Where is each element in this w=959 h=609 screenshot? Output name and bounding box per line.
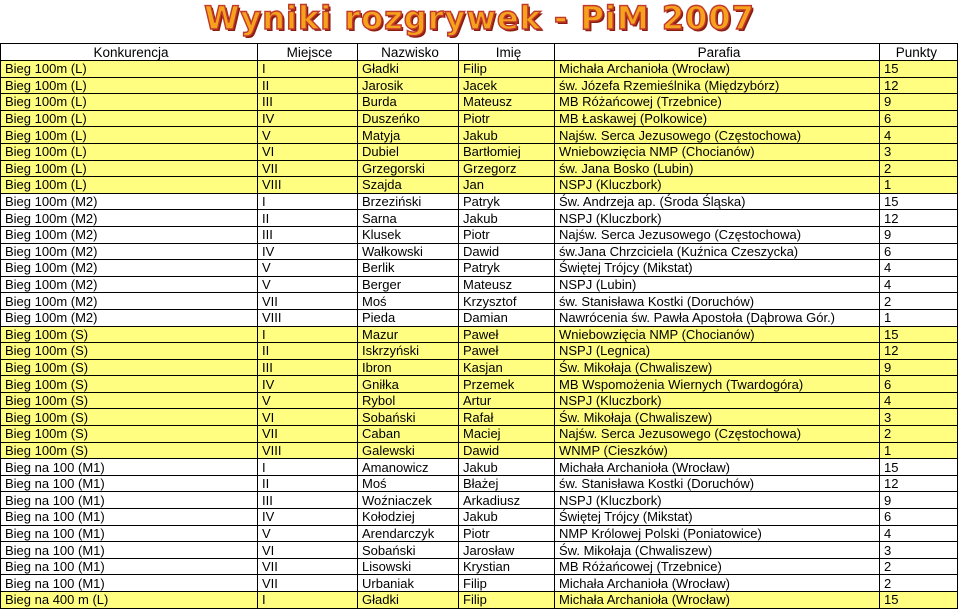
table-row <box>1 459 958 476</box>
cell-punkty: 2 <box>880 293 958 310</box>
cell-punkty: 15 <box>880 459 958 476</box>
cell-miejsce: IV <box>258 110 358 127</box>
cell-konkurencja: Bieg 100m (L) <box>1 77 258 94</box>
table-row <box>1 276 958 293</box>
cell-konkurencja: Bieg 100m (L) <box>1 143 258 160</box>
cell-parafia: Świętej Trójcy (Mikstat) <box>555 509 880 526</box>
cell-konkurencja: Bieg na 100 (M1) <box>1 475 258 492</box>
cell-parafia: Św. Mikołaja (Chwaliszew) <box>555 542 880 559</box>
cell-konkurencja: Bieg 100m (L) <box>1 160 258 177</box>
cell-imie: Krzysztof <box>459 293 555 310</box>
cell-miejsce: III <box>258 226 358 243</box>
cell-parafia: Michała Archanioła (Wrocław) <box>555 592 880 609</box>
cell-miejsce: VIII <box>258 309 358 326</box>
column-header-imie: Imię <box>459 44 555 61</box>
results-table <box>0 43 958 609</box>
cell-nazwisko: Duszeńko <box>358 110 459 127</box>
cell-imie: Piotr <box>459 110 555 127</box>
cell-imie: Damian <box>459 309 555 326</box>
cell-parafia: Św. Andrzeja ap. (Środa Śląska) <box>555 193 880 210</box>
cell-konkurencja: Bieg na 100 (M1) <box>1 575 258 592</box>
cell-nazwisko: Szajda <box>358 177 459 194</box>
cell-nazwisko: Mazur <box>358 326 459 343</box>
cell-miejsce: VII <box>258 293 358 310</box>
cell-imie: Mateusz <box>459 94 555 111</box>
cell-parafia: NMP Królowej Polski (Poniatowice) <box>555 525 880 542</box>
cell-konkurencja: Bieg 100m (S) <box>1 409 258 426</box>
cell-miejsce: V <box>258 392 358 409</box>
cell-imie: Przemek <box>459 376 555 393</box>
table-row <box>1 343 958 360</box>
table-row <box>1 127 958 144</box>
cell-imie: Jarosław <box>459 542 555 559</box>
table-row <box>1 110 958 127</box>
cell-parafia: Nawrócenia św. Pawła Apostoła (Dąbrowa Gór.) <box>555 309 880 326</box>
cell-miejsce: V <box>258 525 358 542</box>
cell-imie: Dawid <box>459 243 555 260</box>
cell-punkty: 4 <box>880 276 958 293</box>
cell-nazwisko: Berger <box>358 276 459 293</box>
cell-miejsce: I <box>258 326 358 343</box>
cell-parafia: św. Stanisława Kostki (Doruchów) <box>555 475 880 492</box>
cell-miejsce: III <box>258 492 358 509</box>
cell-nazwisko: Lisowski <box>358 558 459 575</box>
cell-punkty: 1 <box>880 442 958 459</box>
cell-punkty: 6 <box>880 376 958 393</box>
cell-punkty: 4 <box>880 127 958 144</box>
cell-parafia: św. Józefa Rzemieślnika (Międzybórz) <box>555 77 880 94</box>
cell-nazwisko: Moś <box>358 293 459 310</box>
cell-nazwisko: Wałkowski <box>358 243 459 260</box>
cell-nazwisko: Sobański <box>358 409 459 426</box>
cell-parafia: WNMP (Cieszków) <box>555 442 880 459</box>
cell-konkurencja: Bieg 100m (L) <box>1 61 258 78</box>
cell-nazwisko: Pieda <box>358 309 459 326</box>
cell-imie: Jakub <box>459 210 555 227</box>
cell-miejsce: III <box>258 94 358 111</box>
cell-punkty: 6 <box>880 509 958 526</box>
cell-imie: Paweł <box>459 343 555 360</box>
table-row <box>1 558 958 575</box>
cell-punkty: 4 <box>880 392 958 409</box>
cell-konkurencja: Bieg 100m (M2) <box>1 260 258 277</box>
cell-imie: Filip <box>459 592 555 609</box>
cell-imie: Artur <box>459 392 555 409</box>
table-row <box>1 525 958 542</box>
table-row <box>1 409 958 426</box>
table-row <box>1 542 958 559</box>
cell-punkty: 3 <box>880 542 958 559</box>
cell-nazwisko: Gładki <box>358 592 459 609</box>
table-row <box>1 94 958 111</box>
cell-imie: Piotr <box>459 525 555 542</box>
cell-miejsce: V <box>258 260 358 277</box>
cell-miejsce: VI <box>258 143 358 160</box>
cell-parafia: NSPJ (Kluczbork) <box>555 392 880 409</box>
table-row <box>1 61 958 78</box>
table-row <box>1 575 958 592</box>
cell-konkurencja: Bieg 100m (L) <box>1 110 258 127</box>
cell-nazwisko: Sobański <box>358 542 459 559</box>
cell-parafia: NSPJ (Kluczbork) <box>555 210 880 227</box>
cell-miejsce: VIII <box>258 177 358 194</box>
cell-imie: Jakub <box>459 127 555 144</box>
cell-konkurencja: Bieg 100m (M2) <box>1 309 258 326</box>
cell-punkty: 2 <box>880 426 958 443</box>
cell-parafia: św.Jana Chrzciciela (Kuźnica Czeszycka) <box>555 243 880 260</box>
cell-konkurencja: Bieg 100m (M2) <box>1 243 258 260</box>
column-header-parafia: Parafia <box>555 44 880 61</box>
cell-imie: Maciej <box>459 426 555 443</box>
cell-punkty: 4 <box>880 260 958 277</box>
table-row <box>1 326 958 343</box>
cell-imie: Mateusz <box>459 276 555 293</box>
cell-nazwisko: Galewski <box>358 442 459 459</box>
cell-miejsce: VI <box>258 542 358 559</box>
cell-nazwisko: Rybol <box>358 392 459 409</box>
title-banner <box>0 0 959 42</box>
cell-konkurencja: Bieg na 100 (M1) <box>1 492 258 509</box>
cell-imie: Kasjan <box>459 359 555 376</box>
table-row <box>1 160 958 177</box>
page-title: Wyniki rozgrywek - PiM 2007 <box>204 0 755 37</box>
cell-punkty: 2 <box>880 558 958 575</box>
table-row <box>1 376 958 393</box>
cell-nazwisko: Ibron <box>358 359 459 376</box>
cell-miejsce: VII <box>258 558 358 575</box>
cell-konkurencja: Bieg na 100 (M1) <box>1 525 258 542</box>
cell-miejsce: III <box>258 359 358 376</box>
cell-parafia: Wniebowzięcia NMP (Chocianów) <box>555 326 880 343</box>
cell-parafia: Św. Mikołaja (Chwaliszew) <box>555 409 880 426</box>
table-row <box>1 177 958 194</box>
cell-konkurencja: Bieg 100m (M2) <box>1 293 258 310</box>
cell-punkty: 12 <box>880 210 958 227</box>
cell-konkurencja: Bieg na 400 m (L) <box>1 592 258 609</box>
cell-parafia: Michała Archanioła (Wrocław) <box>555 459 880 476</box>
table-row <box>1 442 958 459</box>
cell-parafia: MB Różańcowej (Trzebnice) <box>555 558 880 575</box>
column-header-punkty: Punkty <box>880 44 958 61</box>
cell-miejsce: II <box>258 343 358 360</box>
cell-konkurencja: Bieg 100m (S) <box>1 343 258 360</box>
cell-konkurencja: Bieg 100m (L) <box>1 127 258 144</box>
cell-imie: Grzegorz <box>459 160 555 177</box>
cell-imie: Jan <box>459 177 555 194</box>
table-row <box>1 226 958 243</box>
column-header-miejsce: Miejsce <box>258 44 358 61</box>
table-row <box>1 77 958 94</box>
cell-nazwisko: Kołodziej <box>358 509 459 526</box>
cell-punkty: 2 <box>880 160 958 177</box>
cell-nazwisko: Jarosik <box>358 77 459 94</box>
cell-konkurencja: Bieg 100m (S) <box>1 426 258 443</box>
cell-parafia: św. Stanisława Kostki (Doruchów) <box>555 293 880 310</box>
cell-miejsce: IV <box>258 243 358 260</box>
cell-punkty: 12 <box>880 77 958 94</box>
cell-punkty: 9 <box>880 492 958 509</box>
cell-imie: Dawid <box>459 442 555 459</box>
table-row <box>1 193 958 210</box>
cell-miejsce: VII <box>258 575 358 592</box>
cell-imie: Filip <box>459 575 555 592</box>
cell-konkurencja: Bieg 100m (S) <box>1 376 258 393</box>
cell-punkty: 1 <box>880 309 958 326</box>
cell-nazwisko: Sarna <box>358 210 459 227</box>
cell-parafia: Świętej Trójcy (Mikstat) <box>555 260 880 277</box>
cell-imie: Filip <box>459 61 555 78</box>
cell-konkurencja: Bieg 100m (M2) <box>1 276 258 293</box>
cell-punkty: 6 <box>880 243 958 260</box>
cell-miejsce: VIII <box>258 442 358 459</box>
cell-punkty: 2 <box>880 575 958 592</box>
cell-imie: Błażej <box>459 475 555 492</box>
cell-nazwisko: Dubiel <box>358 143 459 160</box>
cell-konkurencja: Bieg na 100 (M1) <box>1 542 258 559</box>
cell-miejsce: I <box>258 592 358 609</box>
cell-parafia: MB Wspomożenia Wiernych (Twardogóra) <box>555 376 880 393</box>
cell-parafia: NSPJ (Legnica) <box>555 343 880 360</box>
cell-imie: Arkadiusz <box>459 492 555 509</box>
cell-imie: Rafał <box>459 409 555 426</box>
cell-nazwisko: Arendarczyk <box>358 525 459 542</box>
cell-konkurencja: Bieg 100m (L) <box>1 94 258 111</box>
cell-punkty: 9 <box>880 359 958 376</box>
cell-konkurencja: Bieg na 100 (M1) <box>1 509 258 526</box>
table-row <box>1 492 958 509</box>
cell-miejsce: I <box>258 459 358 476</box>
cell-imie: Bartłomiej <box>459 143 555 160</box>
cell-nazwisko: Urbaniak <box>358 575 459 592</box>
cell-konkurencja: Bieg 100m (M2) <box>1 226 258 243</box>
cell-punkty: 12 <box>880 475 958 492</box>
table-row <box>1 359 958 376</box>
cell-konkurencja: Bieg 100m (S) <box>1 442 258 459</box>
cell-parafia: Wniebowzięcia NMP (Chocianów) <box>555 143 880 160</box>
table-row <box>1 309 958 326</box>
cell-parafia: Najśw. Serca Jezusowego (Częstochowa) <box>555 426 880 443</box>
cell-nazwisko: Grzegorski <box>358 160 459 177</box>
cell-nazwisko: Amanowicz <box>358 459 459 476</box>
cell-konkurencja: Bieg 100m (S) <box>1 326 258 343</box>
cell-miejsce: VI <box>258 409 358 426</box>
table-row <box>1 592 958 609</box>
table-row <box>1 509 958 526</box>
cell-parafia: Najśw. Serca Jezusowego (Częstochowa) <box>555 226 880 243</box>
cell-parafia: Św. Mikołaja (Chwaliszew) <box>555 359 880 376</box>
table-row <box>1 143 958 160</box>
cell-nazwisko: Woźniaczek <box>358 492 459 509</box>
table-row <box>1 293 958 310</box>
table-row <box>1 392 958 409</box>
cell-punkty: 9 <box>880 226 958 243</box>
cell-punkty: 15 <box>880 592 958 609</box>
cell-parafia: Najśw. Serca Jezusowego (Częstochowa) <box>555 127 880 144</box>
table-body <box>1 61 958 609</box>
cell-imie: Krystian <box>459 558 555 575</box>
cell-punkty: 3 <box>880 143 958 160</box>
cell-imie: Jakub <box>459 509 555 526</box>
table-row <box>1 210 958 227</box>
cell-nazwisko: Moś <box>358 475 459 492</box>
cell-miejsce: II <box>258 475 358 492</box>
cell-konkurencja: Bieg 100m (M2) <box>1 210 258 227</box>
cell-punkty: 6 <box>880 110 958 127</box>
cell-parafia: św. Jana Bosko (Lubin) <box>555 160 880 177</box>
cell-konkurencja: Bieg 100m (S) <box>1 392 258 409</box>
cell-parafia: NSPJ (Kluczbork) <box>555 177 880 194</box>
table-row <box>1 260 958 277</box>
column-header-konkurencja: Konkurencja <box>1 44 258 61</box>
cell-imie: Paweł <box>459 326 555 343</box>
cell-punkty: 1 <box>880 177 958 194</box>
cell-parafia: MB Łaskawej (Polkowice) <box>555 110 880 127</box>
cell-nazwisko: Burda <box>358 94 459 111</box>
column-header-nazwisko: Nazwisko <box>358 44 459 61</box>
cell-punkty: 15 <box>880 61 958 78</box>
cell-nazwisko: Caban <box>358 426 459 443</box>
cell-miejsce: VII <box>258 426 358 443</box>
cell-nazwisko: Brzeziński <box>358 193 459 210</box>
cell-nazwisko: Gładki <box>358 61 459 78</box>
cell-miejsce: II <box>258 77 358 94</box>
cell-miejsce: IV <box>258 376 358 393</box>
cell-miejsce: V <box>258 276 358 293</box>
cell-parafia: MB Różańcowej (Trzebnice) <box>555 94 880 111</box>
cell-miejsce: II <box>258 210 358 227</box>
cell-punkty: 9 <box>880 94 958 111</box>
cell-punkty: 15 <box>880 326 958 343</box>
table-row <box>1 475 958 492</box>
cell-nazwisko: Berlik <box>358 260 459 277</box>
cell-imie: Piotr <box>459 226 555 243</box>
cell-nazwisko: Iskrzyński <box>358 343 459 360</box>
cell-punkty: 4 <box>880 525 958 542</box>
cell-konkurencja: Bieg na 100 (M1) <box>1 558 258 575</box>
cell-nazwisko: Klusek <box>358 226 459 243</box>
cell-parafia: Michała Archanioła (Wrocław) <box>555 61 880 78</box>
cell-parafia: Michała Archanioła (Wrocław) <box>555 575 880 592</box>
cell-punkty: 12 <box>880 343 958 360</box>
cell-imie: Patryk <box>459 260 555 277</box>
cell-konkurencja: Bieg na 100 (M1) <box>1 459 258 476</box>
cell-miejsce: IV <box>258 509 358 526</box>
cell-parafia: NSPJ (Lubin) <box>555 276 880 293</box>
cell-miejsce: I <box>258 193 358 210</box>
cell-nazwisko: Matyja <box>358 127 459 144</box>
cell-konkurencja: Bieg 100m (M2) <box>1 193 258 210</box>
table-row <box>1 426 958 443</box>
cell-imie: Jacek <box>459 77 555 94</box>
cell-parafia: NSPJ (Kluczbork) <box>555 492 880 509</box>
cell-konkurencja: Bieg 100m (S) <box>1 359 258 376</box>
cell-nazwisko: Gniłka <box>358 376 459 393</box>
cell-miejsce: I <box>258 61 358 78</box>
cell-imie: Jakub <box>459 459 555 476</box>
table-header-row <box>1 44 958 61</box>
cell-punkty: 15 <box>880 193 958 210</box>
cell-miejsce: V <box>258 127 358 144</box>
cell-punkty: 3 <box>880 409 958 426</box>
cell-imie: Patryk <box>459 193 555 210</box>
cell-konkurencja: Bieg 100m (L) <box>1 177 258 194</box>
table-row <box>1 243 958 260</box>
cell-miejsce: VII <box>258 160 358 177</box>
